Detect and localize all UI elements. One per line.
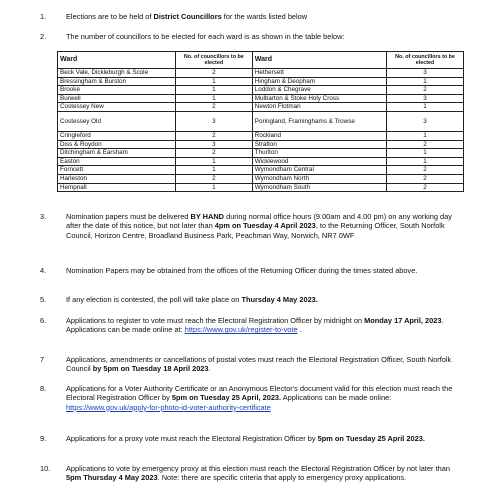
para-10-text: [66, 464, 466, 483]
ward-name-cell: Wymondham South: [252, 183, 386, 192]
table-row: [58, 131, 464, 140]
ward-name-cell: Mulbarton & Stoke Holy Cross: [252, 94, 386, 103]
text-run: Applications for a Voter Authority Certificate or an Anonymous Elector's document valid for this election must reach the Electoral Registration Officer by: [66, 384, 453, 403]
ward-name-cell: Newton Flotman: [252, 103, 386, 112]
header-councillors: No. of councillors to be elected: [387, 52, 464, 69]
ward-name-cell: Easton: [58, 157, 176, 166]
text-run: Nomination Papers may be obtained from the offices of the Returning Officer during the times stated above.: [66, 266, 418, 275]
ward-name-cell: Cringleford: [58, 131, 176, 140]
item-2-text: [66, 32, 466, 41]
ward-name-cell: Wymondham Central: [252, 166, 386, 175]
councillor-count-cell: 1: [387, 131, 464, 140]
ward-name-cell: Forncett: [58, 166, 176, 175]
header-ward: Ward: [252, 52, 386, 69]
table-row: [58, 103, 464, 112]
table-row: [58, 140, 464, 149]
ward-name-cell: Costessey Old: [58, 111, 176, 131]
councillor-count-cell: 1: [175, 94, 252, 103]
table-row: [58, 77, 464, 86]
ward-name-cell: Costessey New: [58, 103, 176, 112]
ward-name-cell: Wymondham North: [252, 174, 386, 183]
councillor-count-cell: 2: [387, 86, 464, 95]
table-row: [58, 174, 464, 183]
ward-name-cell: Diss & Roydon: [58, 140, 176, 149]
text-run: for the wards listed below: [221, 12, 308, 21]
councillor-count-cell: 1: [175, 183, 252, 192]
text-run: Applications for a proxy vote must reach the Electoral Registration Officer by: [66, 434, 318, 443]
para-9-text: [66, 434, 466, 443]
text-run: Elections are to be held of: [66, 12, 154, 21]
url-link[interactable]: https://www.gov.uk/apply-for-photo-id-voter-authority-certificate: [66, 402, 271, 412]
ward-name-cell: Bressingham & Burston: [58, 77, 176, 86]
para-7-text: [66, 355, 466, 374]
table-row: [58, 157, 464, 166]
header-ward: Ward: [58, 52, 176, 69]
councillor-count-cell: 3: [175, 140, 252, 149]
councillor-count-cell: 3: [387, 94, 464, 103]
councillor-count-cell: 1: [175, 86, 252, 95]
councillor-count-cell: 1: [387, 77, 464, 86]
text-run: Applications to register to vote must reach the Electoral Registration Officer by midnight on: [66, 316, 365, 325]
text-run: Nomination papers must be delivered: [66, 212, 191, 221]
bold-text: 5pm on Tuesday 25 April, 2023.: [171, 393, 282, 403]
ward-name-cell: Harleston: [58, 174, 176, 183]
table-row: [58, 111, 464, 131]
text-run: . Applications can be made online at:: [66, 316, 444, 335]
councillor-count-cell: 3: [387, 69, 464, 78]
text-run: , to the Returning Officer, South Norfolk Council, Horizon Centre, Broadland Business Park, Peachman Way, Norwich, NR7 0WF: [66, 221, 445, 240]
bold-text: 5pm Thursday 4 May 2023: [66, 473, 158, 483]
header-councillors: No. of councillors to be elected: [175, 52, 252, 69]
table-row: [58, 183, 464, 192]
councillor-count-cell: 2: [387, 166, 464, 175]
ward-name-cell: Brooke: [58, 86, 176, 95]
para-8-text: [66, 384, 466, 412]
table-row: [58, 86, 464, 95]
councillor-count-cell: 1: [387, 103, 464, 112]
councillor-count-cell: 1: [175, 157, 252, 166]
item-1-text: [66, 12, 466, 21]
ward-name-cell: Thurlton: [252, 149, 386, 158]
text-run: .: [297, 325, 302, 335]
bold-text: Thursday 4 May 2023.: [241, 295, 318, 304]
councillor-count-cell: 1: [387, 149, 464, 158]
para-3-text: [66, 212, 466, 240]
councillor-count-cell: 2: [175, 103, 252, 112]
ward-name-cell: Ditchingham & Earsham: [58, 149, 176, 158]
ward-name-cell: Beck Vale, Dickleburgh & Scole: [58, 69, 176, 78]
para-5-text: [66, 295, 466, 304]
text-run: during normal office hours (9.00am and 4.00 pm) on any working day after the date of this notice, but not later than: [66, 212, 452, 231]
ward-name-cell: Hingham & Deopham: [252, 77, 386, 86]
para-4-text: [66, 266, 466, 275]
bold-text: 4pm on Tuesday 4 April 2023: [214, 221, 316, 231]
councillor-count-cell: 1: [175, 166, 252, 175]
table-row: [58, 166, 464, 175]
councillor-count-cell: 2: [387, 183, 464, 192]
text-run: .: [208, 364, 211, 374]
url-link[interactable]: https://www.gov.uk/register-to-vote: [184, 325, 298, 335]
councillor-count-cell: 2: [175, 131, 252, 140]
ward-name-cell: Stratton: [252, 140, 386, 149]
bold-text: District Councillors: [153, 12, 222, 21]
table-header-row: [58, 52, 464, 69]
bold-text: BY HAND: [190, 212, 225, 221]
table-row: [58, 149, 464, 158]
text-run: Applications to vote by emergency proxy at this election must reach the Electoral Registration Officer by not later than: [66, 464, 450, 473]
councillor-count-cell: 3: [387, 111, 464, 131]
councillor-count-cell: 1: [387, 157, 464, 166]
text-run: . Note: there are specific criteria that apply to emergency proxy applications.: [157, 473, 407, 483]
table-row: [58, 69, 464, 78]
para-6-text: [66, 316, 466, 335]
wards-table: [57, 51, 464, 192]
ward-name-cell: Hempnall: [58, 183, 176, 192]
councillor-count-cell: 1: [175, 77, 252, 86]
table-row: [58, 94, 464, 103]
councillor-count-cell: 2: [175, 69, 252, 78]
ward-name-cell: Hethersett: [252, 69, 386, 78]
ward-name-cell: Poringland, Framinghams & Trowse: [252, 111, 386, 131]
councillor-count-cell: 2: [175, 149, 252, 158]
councillor-count-cell: 2: [387, 140, 464, 149]
text-run: Applications, amendments or cancellations of postal votes must reach the Electoral Registration Officer, South Norfolk Council: [66, 355, 452, 374]
ward-name-cell: Loddon & Chegrave: [252, 86, 386, 95]
councillor-count-cell: 2: [175, 174, 252, 183]
ward-name-cell: Burwell: [58, 94, 176, 103]
text-run: Applications can be made online:: [281, 393, 392, 403]
councillor-count-cell: 2: [387, 174, 464, 183]
text-run: The number of councillors to be elected for each ward is as shown in the table below:: [66, 32, 345, 41]
ward-name-cell: Wicklewood: [252, 157, 386, 166]
bold-text: Monday 17 April, 2023: [364, 316, 442, 325]
bold-text: by 5pm on Tuesday 18 April 2023: [92, 364, 209, 374]
councillor-count-cell: 3: [175, 111, 252, 131]
ward-name-cell: Rockland: [252, 131, 386, 140]
bold-text: 5pm on Tuesday 25 April 2023.: [317, 434, 425, 443]
text-run: If any election is contested, the poll will take place on: [66, 295, 242, 304]
